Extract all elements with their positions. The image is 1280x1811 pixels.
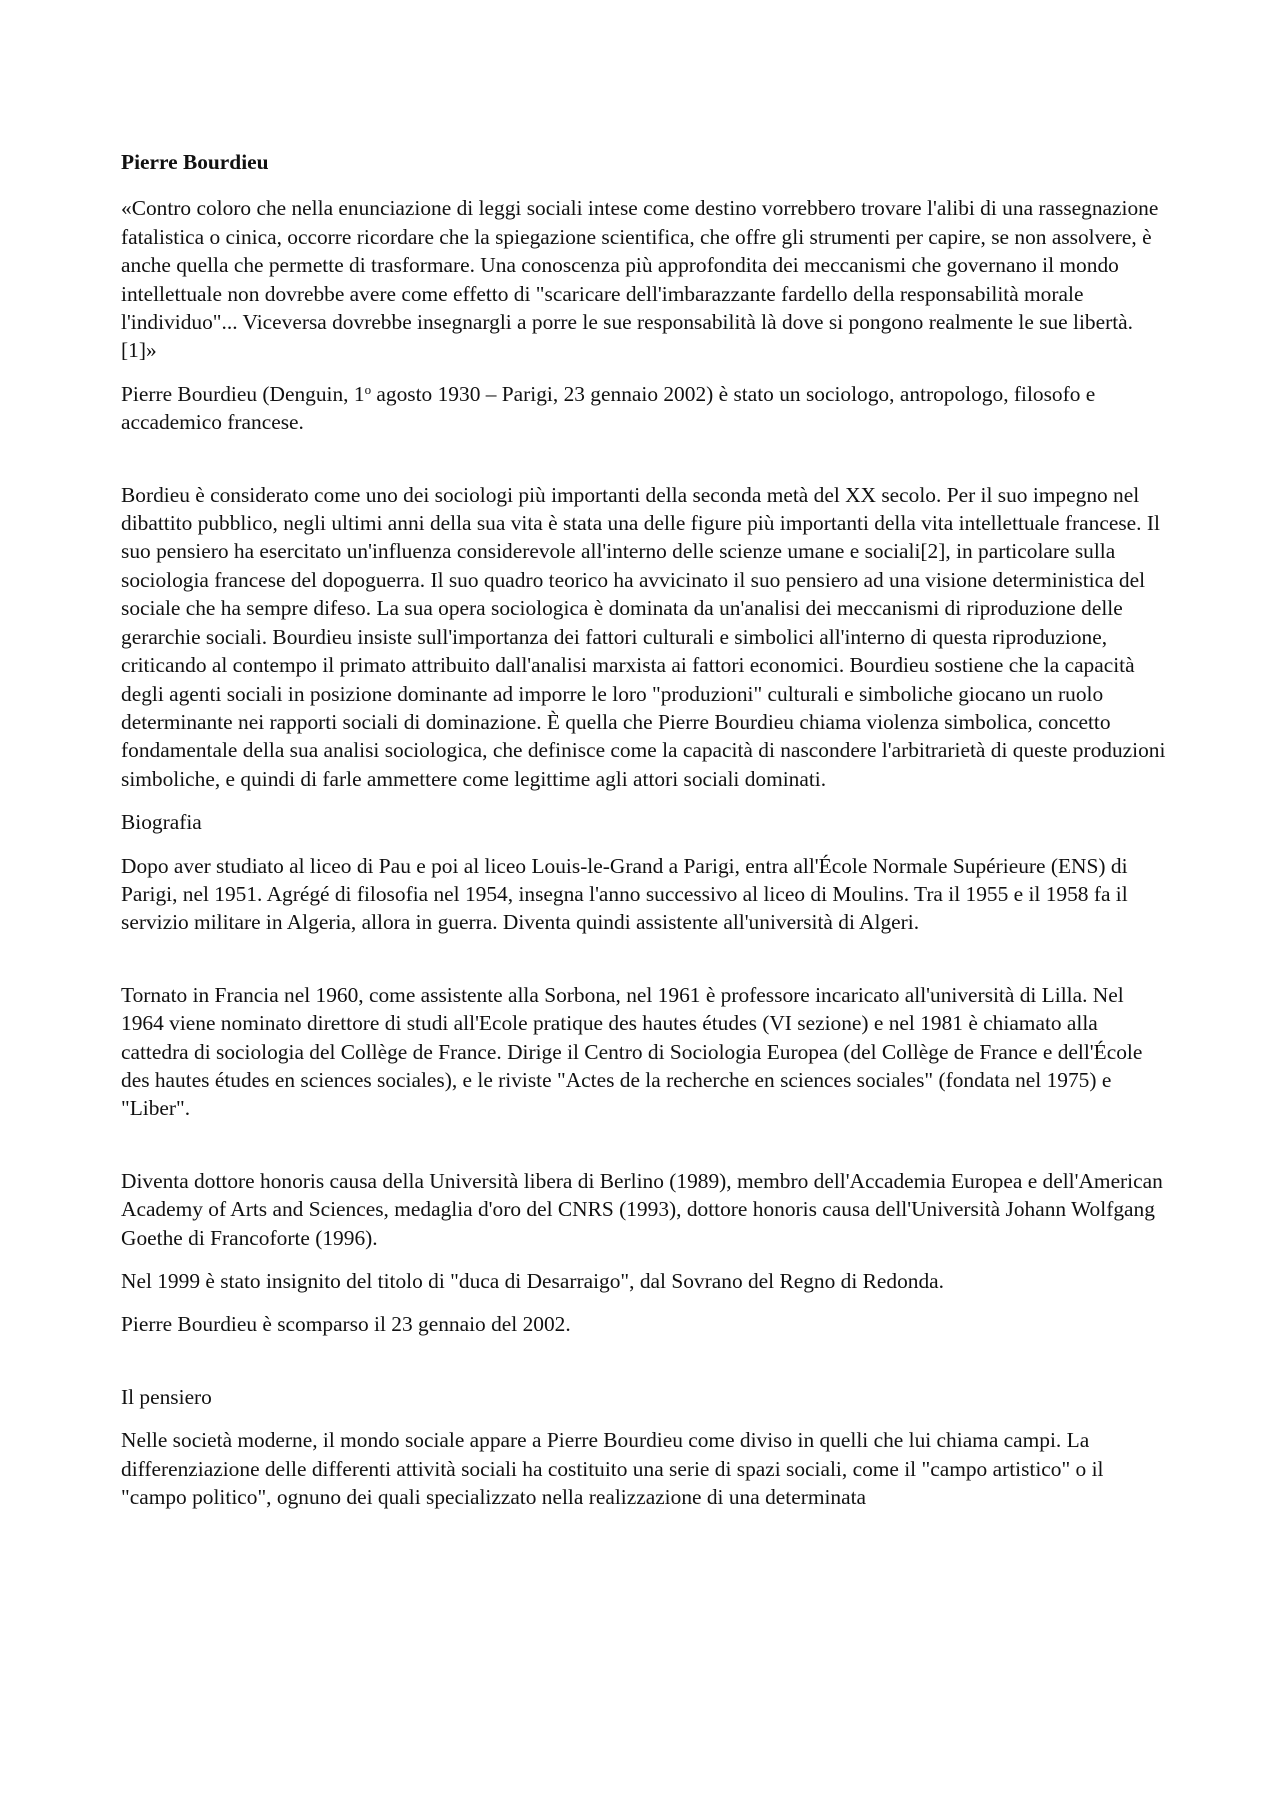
intro-paragraph (121, 380, 1166, 437)
overview-paragraph: Bordieu è considerato come uno dei sociologi più importanti della seconda metà del XX secolo. Per il suo impegno nel dibattito pubblico, negli ultimi anni della sua vita è stata una delle figure più importanti della vita intellettuale francese. Il suo pensiero ha esercitato un'influenza considerevole all'interno delle scienze umane e sociali[2], in particolare sulla sociologia francese del dopoguerra. Il suo quadro teorico ha avvicinato il suo pensiero ad una visione deterministica del sociale che ha sempre difeso. La sua opera sociologica è dominata da un'analisi dei meccanismi di riproduzione delle gerarchie sociali. Bourdieu insiste sull'importanza dei fattori culturali e simbolici all'interno di questa riproduzione, criticando al contempo il primato attribuito dall'analisi marxista ai fattori economici. Bourdieu sostiene che la capacità degli agenti sociali in posizione dominante ad imporre le loro "produzioni" culturali e simboliche giocano un ruolo determinante nei rapporti sociali di dominazione. È quella che Pierre Bourdieu chiama violenza simbolica, concetto fondamentale della sua analisi sociologica, che definisce come la capacità di nascondere l'arbitrarietà di queste produzioni simboliche, e quindi di farle ammettere come legittime agli attori sociali dominati. (121, 482, 1166, 791)
biography-paragraph-4: Nel 1999 è stato insignito del titolo di "duca di Desarraigo", dal Sovrano del Regno di Redonda. (121, 1269, 945, 1293)
biography-paragraph-2: Tornato in Francia nel 1960, come assistente alla Sorbona, nel 1961 è professore incaricato all'università di Lilla. Nel 1964 viene nominato direttore di studi all'Ecole pratique des hautes études (VI sezione) e nel 1981 è chiamato alla cattedra di sociologia del Collège de France. Dirige il Centro di Sociologia Europea (del Collège de France e dell'École des hautes études en sciences sociales), e le riviste "Actes de la recherche en sciences sociales" (fondata nel 1975) e "Liber". (121, 982, 1143, 1121)
biography-paragraph-1: Dopo aver studiato al liceo di Pau e poi al liceo Louis-le-Grand a Parigi, entra all'École Normale Supérieure (ENS) di Parigi, nel 1951. Agrégé di filosofia nel 1954, insegna l'anno successivo al liceo di Moulins. Tra il 1955 e il 1958 fa il servizio militare in Algeria, allora in guerra. Diventa quindi assistente all'università di Algeri. (121, 853, 1128, 935)
intro-text-end: agosto 1930 – Parigi, 23 gennaio 2002) è stato un sociologo, antropologo, filosofo e accademico francese. (121, 381, 1096, 435)
pensiero-paragraph-1: Nelle società moderne, il mondo sociale appare a Pierre Bourdieu come diviso in quelli che lui chiama campi. La differenziazione delle differenti attività sociali ha costituito una serie di spazi sociali, come il "campo artistico" o il "campo politico", ognuno dei quali specializzato nella realizzazione di una determinata (121, 1428, 1104, 1510)
blank-line (121, 1138, 1166, 1167)
blank-line (121, 952, 1166, 981)
document-title: Pierre Bourdieu (121, 150, 269, 174)
blank-line (121, 452, 1166, 481)
section-heading-pensiero: Il pensiero (121, 1384, 212, 1409)
document-body (121, 148, 1166, 1526)
intro-text-start: Pierre Bourdieu (Denguin, 1 (121, 381, 365, 406)
section-heading-biografia: Biografia (121, 810, 202, 835)
ordinal-superscript: o (364, 381, 372, 397)
opening-quote: «Contro coloro che nella enunciazione di leggi sociali intese come destino vorrebbero trovare l'alibi di una rassegnazione fatalistica o cinica, occorre ricordare che la spiegazione scientifica, che offre gli strumenti per capire, se non assolvere, è anche quella che permette di trasformare. Una conoscenza più approfondita dei meccanismi che governano il mondo intellettuale non dovrebbe avere come effetto di "scaricare dell'imbarazzante fardello della responsabilità morale l'individuo"... Viceversa dovrebbe insegnargli a porre le sue responsabilità là dove si pongono realmente le sue libertà.[1]» (121, 196, 1159, 363)
biography-paragraph-5: Pierre Bourdieu è scomparso il 23 gennaio del 2002. (121, 1312, 571, 1337)
biography-paragraph-3: Diventa dottore honoris causa della Università libera di Berlino (1989), membro dell'Accademia Europea e dell'American Academy of Arts and Sciences, medaglia d'oro del CNRS (1993), dottore honoris causa dell'Università Johann Wolfgang Goethe di Francoforte (1996). (121, 1168, 1163, 1250)
blank-line (121, 1354, 1166, 1383)
